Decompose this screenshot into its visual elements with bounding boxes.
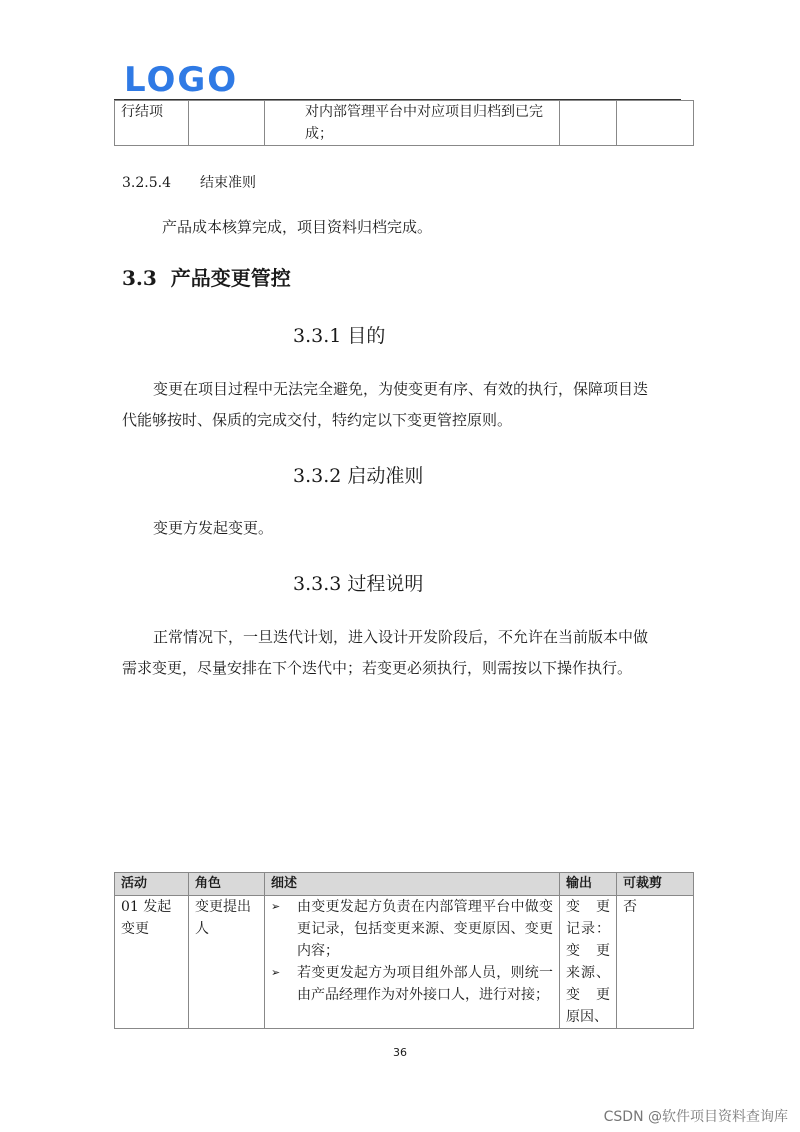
table-cell	[189, 101, 265, 146]
detail-text: 由变更发起方负责在内部管理平台中做变更记录，包括变更来源、变更原因、变更内容；	[297, 899, 553, 959]
table-cell	[617, 101, 694, 146]
table-cell: 行结项	[115, 101, 189, 146]
section-331-heading: 3.3.1 目的	[293, 325, 386, 347]
table-row	[115, 896, 694, 1029]
column-header: 细述	[265, 873, 560, 896]
tailorable-cell: 否	[617, 896, 694, 1029]
section-332-heading: 3.3.2 启动准则	[293, 465, 424, 487]
list-item	[271, 896, 553, 962]
logo: LOGO	[124, 60, 239, 100]
column-header: 角色	[189, 873, 265, 896]
column-header: 活动	[115, 873, 189, 896]
role-cell: 变更提出人	[189, 896, 265, 1029]
table-row	[115, 101, 694, 146]
watermark: CSDN @软件项目资料查询库	[603, 1109, 788, 1125]
output-cell: 变 更 记录：变 更 来源、变 更 原因、	[560, 896, 617, 1029]
column-header: 输出	[560, 873, 617, 896]
page-number: 36	[393, 1046, 407, 1059]
section-333-body-line2: 需求变更，尽量安排在下个迭代中；若变更必须执行，则需按以下操作执行。	[122, 659, 633, 677]
section-3254-body: 产品成本核算完成，项目资料归档完成。	[162, 218, 433, 236]
section-title: 产品变更管控	[170, 266, 291, 290]
section-33-heading	[122, 262, 291, 291]
section-331-body-line1: 变更在项目过程中无法完全避免，为使变更有序、有效的执行，保障项目迭	[153, 380, 649, 398]
section-number: 3.2.5.4	[122, 175, 171, 191]
section-331-body-line2: 代能够按时、保质的完成交付，特约定以下变更管控原则。	[122, 411, 513, 429]
detail-text: 若变更发起方为项目组外部人员，则统一由产品经理作为对外接口人，进行对接；	[297, 965, 553, 1003]
section-title: 结束准则	[200, 175, 256, 191]
details-cell	[265, 896, 560, 1029]
table-cell: 对内部管理平台中对应项目归档到已完成；	[265, 101, 560, 146]
table-header-row	[115, 873, 694, 896]
section-3254-heading	[122, 172, 256, 192]
column-header: 可裁剪	[617, 873, 694, 896]
table-cell	[560, 101, 617, 146]
section-332-body: 变更方发起变更。	[153, 519, 274, 537]
activity-cell: 01 发起变更	[115, 896, 189, 1029]
list-item	[271, 962, 553, 1006]
arrow-bullet-icon: ➢	[271, 966, 281, 979]
section-333-heading: 3.3.3 过程说明	[293, 573, 424, 595]
activity-table	[114, 872, 694, 1029]
top-table	[114, 100, 694, 146]
arrow-bullet-icon: ➢	[271, 900, 281, 913]
section-333-body-line1: 正常情况下，一旦迭代计划，进入设计开发阶段后，不允许在当前版本中做	[153, 628, 649, 646]
section-number: 3.3	[122, 266, 157, 290]
